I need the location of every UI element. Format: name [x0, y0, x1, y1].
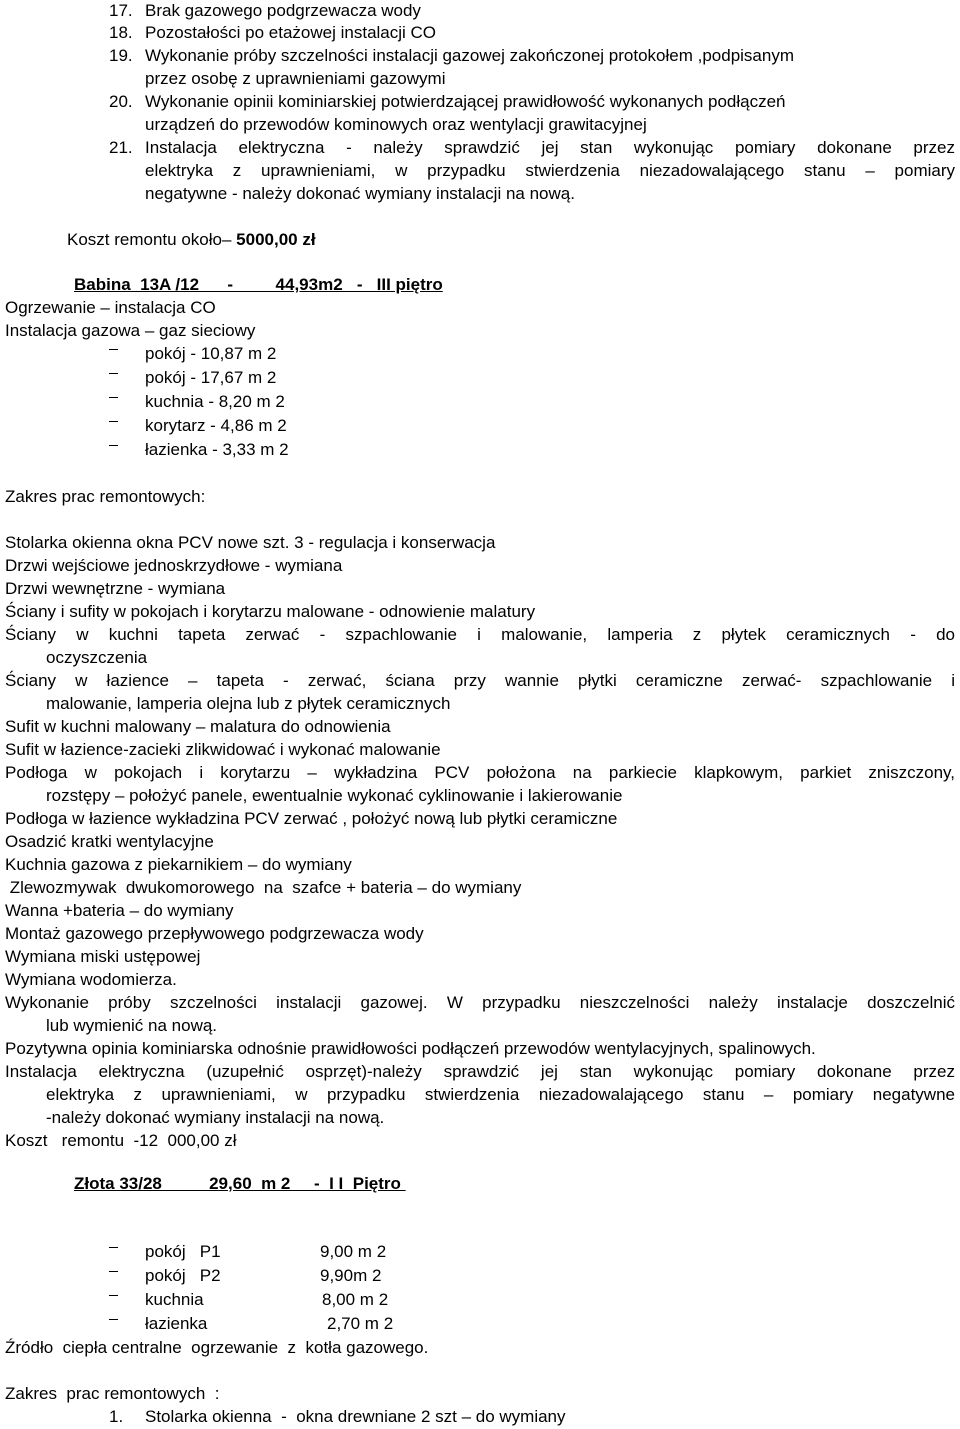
- room-name: kuchnia: [145, 1290, 204, 1309]
- bullet-dash: [109, 421, 118, 422]
- list-item-text: Brak gazowego podgrzewacza wody: [145, 1, 421, 20]
- work-item-cont: lub wymienić na nową.: [46, 1016, 218, 1035]
- heat-source: Źródło ciepła centralne ogrzewanie z kotła gazowego.: [5, 1338, 429, 1357]
- work-item-cont: -należy dokonać wymiany instalacji na nową.: [46, 1108, 385, 1127]
- work-item: Wanna +bateria – do wymiany: [5, 901, 234, 920]
- work-item: Zlewozmywak dwukomorowego na szafce + bateria – do wymiany: [5, 878, 522, 897]
- work-item-cont: rozstępy – położyć panele, ewentualnie wykonać cyklinowanie i lakierowanie: [46, 786, 623, 805]
- list-number: 19.: [109, 46, 133, 65]
- room-item: pokój - 17,67 m 2: [145, 368, 277, 387]
- room-item: łazienka - 3,33 m 2: [145, 440, 289, 459]
- work-item: Ściany i sufity w pokojach i korytarzu malowane - odnowienie malatury: [5, 602, 536, 621]
- unit-heading: Babina 13A /12 - 44,93m2 - III piętro: [74, 275, 443, 294]
- room-item: pokój - 10,87 m 2: [145, 344, 277, 363]
- work-item: Montaż gazowego przepływowego podgrzewacza wody: [5, 924, 424, 943]
- work-item-cont: elektryka z uprawnieniami, w przypadku stwierdzenia niezadowalającego stanu – pomiary negatywne: [46, 1085, 955, 1104]
- heating-info: Ogrzewanie – instalacja CO: [5, 298, 216, 317]
- work-item: Kuchnia gazowa z piekarnikiem – do wymiany: [5, 855, 352, 874]
- work-item: Stolarka okienna okna PCV nowe szt. 3 - regulacja i konserwacja: [5, 533, 496, 552]
- list-item-text: Pozostałości po etażowej instalacji CO: [145, 23, 437, 42]
- room-area: 8,00 m 2: [322, 1290, 389, 1309]
- work-item: Sufit w łazience-zacieki zlikwidować i wykonać malowanie: [5, 740, 441, 759]
- bullet-dash: [109, 373, 118, 374]
- list-item-text: Instalacja elektryczna - należy sprawdzić jej stan wykonując pomiary dokonane przez: [145, 138, 955, 157]
- room-name: pokój P1: [145, 1242, 221, 1261]
- work-item: Sufit w kuchni malowany – malatura do odnowienia: [5, 717, 391, 736]
- list-number: 17.: [109, 1, 133, 20]
- list-item-text: przez osobę z uprawnieniami gazowymi: [145, 69, 446, 88]
- list-number: 1.: [109, 1407, 124, 1426]
- gas-info: Instalacja gazowa – gaz sieciowy: [5, 321, 256, 340]
- list-item-text: Wykonanie próby szczelności instalacji gazowej zakończonej protokołem ,podpisanym: [145, 46, 795, 65]
- work-item: Drzwi wejściowe jednoskrzydłowe - wymiana: [5, 556, 343, 575]
- work-item: Wykonanie próby szczelności instalacji gazowej. W przypadku nieszczelności należy instalacje doszczelnić: [5, 993, 955, 1012]
- list-number: 18.: [109, 23, 133, 42]
- work-item: Wymiana wodomierza.: [5, 970, 177, 989]
- room-name: łazienka: [145, 1314, 208, 1333]
- work-item-cont: oczyszczenia: [46, 648, 148, 667]
- list-item-text: Wykonanie opinii kominiarskiej potwierdzającej prawidłowość wykonanych podłączeń: [145, 92, 786, 111]
- work-item: Drzwi wewnętrzne - wymiana: [5, 579, 226, 598]
- work-item: Osadzić kratki wentylacyjne: [5, 832, 214, 851]
- bullet-dash: [109, 1271, 118, 1272]
- work-item: Wymiana miski ustępowej: [5, 947, 201, 966]
- room-item: korytarz - 4,86 m 2: [145, 416, 287, 435]
- room-item: kuchnia - 8,20 m 2: [145, 392, 285, 411]
- bullet-dash: [109, 445, 118, 446]
- room-area: 2,70 m 2: [327, 1314, 394, 1333]
- list-item-text: elektryka z uprawnieniami, w przypadku stwierdzenia niezadowalającego stanu – pomiary: [145, 161, 955, 180]
- scope-label: Zakres prac remontowych:: [5, 487, 206, 506]
- work-item: Pozytywna opinia kominiarska odnośnie prawidłowości podłączeń przewodów wentylacyjnych, spalinowych.: [5, 1039, 816, 1058]
- work-item: Stolarka okienna - okna drewniane 2 szt – do wymiany: [145, 1407, 566, 1426]
- work-item: Podłoga w pokojach i korytarzu – wykładzina PCV położona na parkiecie klapkowym, parkiet zniszczony,: [5, 763, 955, 782]
- cost-line: Koszt remontu -12 000,00 zł: [5, 1131, 237, 1150]
- bullet-dash: [109, 397, 118, 398]
- list-number: 20.: [109, 92, 133, 111]
- list-item-text: urządzeń do przewodów kominowych oraz wentylacji grawitacyjnej: [145, 115, 647, 134]
- work-item-cont: malowanie, lamperia olejna lub z płytek ceramicznych: [46, 694, 451, 713]
- room-name: pokój P2: [145, 1266, 221, 1285]
- work-item: Instalacja elektryczna (uzupełnić osprzęt)-należy sprawdzić jej stan wykonując pomiary dokonane przez: [5, 1062, 955, 1081]
- work-item: Ściany w kuchni tapeta zerwać - szpachlowanie i malowanie, lamperia z płytek ceramicznych - do: [5, 625, 955, 644]
- room-area: 9,00 m 2: [320, 1242, 387, 1261]
- work-item: Podłoga w łazience wykładzina PCV zerwać , położyć nową lub płytki ceramiczne: [5, 809, 618, 828]
- bullet-dash: [109, 1319, 118, 1320]
- bullet-dash: [109, 349, 118, 350]
- list-item-text: negatywne - należy dokonać wymiany instalacji na nową.: [145, 184, 575, 203]
- bullet-dash: [109, 1247, 118, 1248]
- bullet-dash: [109, 1295, 118, 1296]
- unit-heading: Złota 33/28 29,60 m 2 - I I Piętro: [74, 1174, 406, 1193]
- scope-label: Zakres prac remontowych :: [5, 1384, 220, 1403]
- cost-label: Koszt remontu około–: [67, 230, 237, 249]
- cost-value: 5000,00 zł: [236, 230, 316, 249]
- room-area: 9,90m 2: [320, 1266, 382, 1285]
- work-item: Ściany w łazience – tapeta - zerwać, ściana przy wannie płytki ceramiczne zerwać- szpachlowanie i: [5, 671, 955, 690]
- cost-line: [67, 228, 316, 251]
- list-number: 21.: [109, 138, 133, 157]
